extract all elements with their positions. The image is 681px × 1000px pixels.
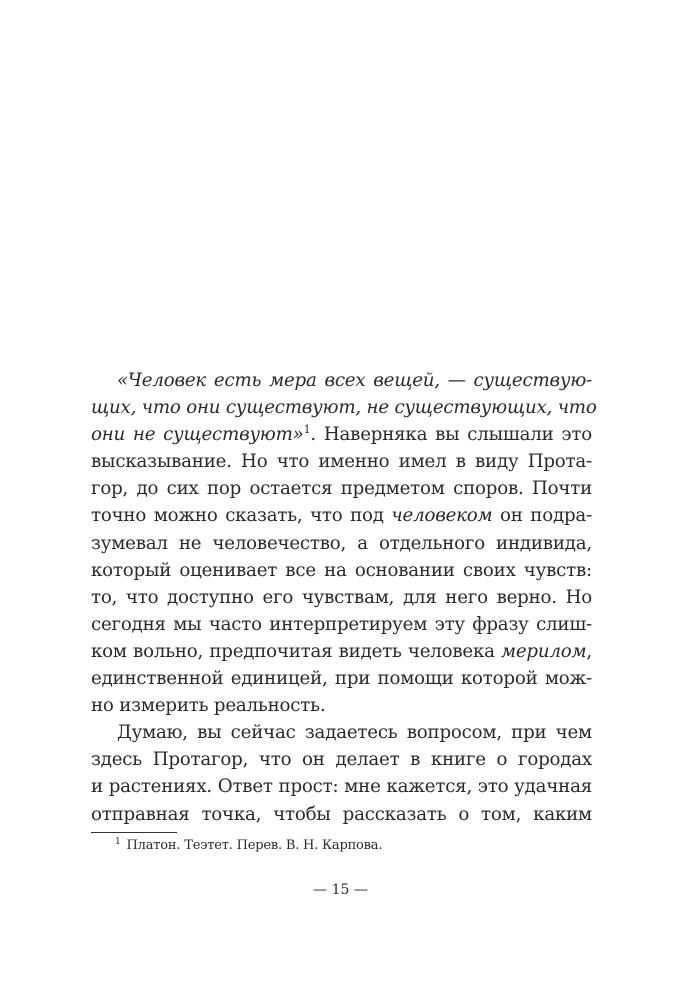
text-line: Думаю, вы сейчас задаетесь вопросом, при чем	[117, 722, 592, 744]
text-line: то, что доступно его чувствам, для него верно. Но	[91, 586, 592, 608]
text-line	[91, 421, 592, 448]
text-line: здесь Протагор, что он делает в книге о городах	[91, 749, 592, 771]
text-segment: он подра-	[492, 505, 592, 527]
emphasis-word: человеком	[391, 505, 493, 527]
text-segment: ком вольно, предпочитая видеть человека	[91, 640, 501, 662]
text-segment: ,	[586, 640, 592, 662]
text-line: и растениях. Ответ прост: мне кажется, это удачная	[91, 776, 592, 798]
text-line: отправная точка, чтобы рассказать о том, каким	[91, 803, 592, 825]
text-line: высказывание. Но что именно имел в виду Прота-	[91, 451, 592, 473]
footnote-text: Платон. Теэтет. Перев. В. Н. Карпова.	[126, 838, 383, 853]
text-segment: точно можно сказать, что под	[91, 505, 392, 527]
text-line: который оценивает все на основании своих чувств:	[91, 559, 592, 581]
quote-text: щих, что они существуют, не существующих, что	[91, 397, 597, 419]
emphasis-word: мерилом	[500, 640, 587, 662]
text-line	[91, 394, 597, 421]
text-line: единственной единицей, при помощи которой мож-	[91, 668, 592, 690]
footnote-marker: 1	[115, 837, 121, 847]
page-number: — 15 —	[313, 882, 368, 898]
quote-text: они не существуют»	[91, 424, 304, 446]
text-line	[91, 367, 592, 394]
text-line: зумевал не человечество, а отдельного индивида,	[91, 532, 592, 554]
text-line: гор, до сих пор остается предметом споров. Почти	[91, 478, 592, 500]
text-line: но измерить реальность.	[91, 695, 326, 717]
text-line	[91, 502, 592, 529]
text-line: сегодня мы часто интерпретируем эту фразу слиш-	[91, 613, 592, 635]
footnote-divider	[91, 832, 177, 833]
body-text	[91, 367, 597, 828]
footnote	[115, 838, 382, 853]
footnote-ref[interactable]: 1	[303, 423, 311, 437]
quote-text: «Человек есть мера всех вещей, — существую-	[117, 370, 592, 391]
text-line	[91, 638, 592, 665]
text-segment: . Наверняка вы слышали это	[310, 424, 592, 446]
